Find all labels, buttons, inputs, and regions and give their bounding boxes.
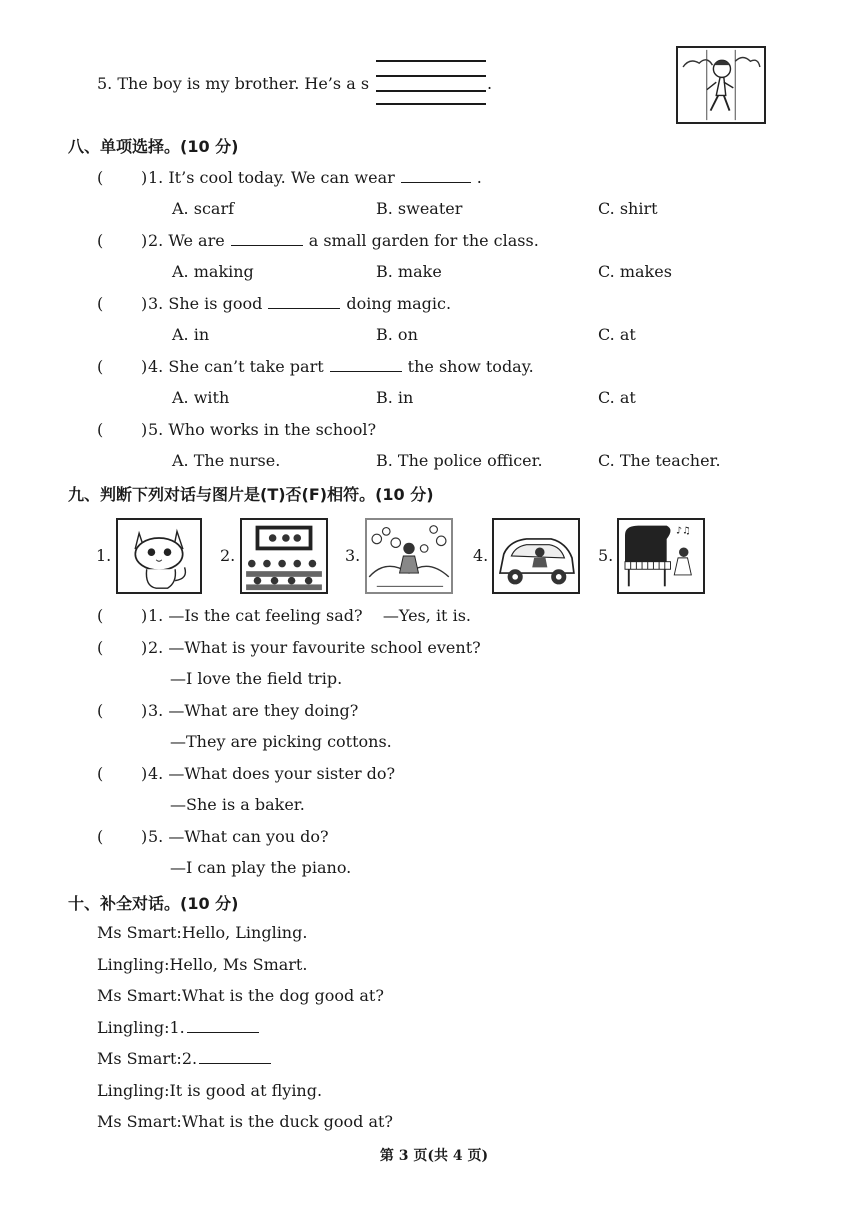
- question-4: [148, 357, 534, 377]
- writing-line-1: [376, 60, 486, 62]
- question-5: [148, 420, 376, 440]
- answer-paren-close: ): [141, 168, 148, 187]
- option-a[interactable]: A. The nurse.: [172, 451, 281, 470]
- question-stem-end: a small garden for the class.: [308, 231, 539, 250]
- answer-paren-open: (: [97, 168, 104, 187]
- picture-label-3: 3.: [345, 546, 361, 565]
- question-stem-end: doing magic.: [346, 294, 452, 313]
- dialogue-line-7: [97, 1112, 393, 1132]
- answer-paren-close: ): [141, 420, 148, 439]
- question-2: [148, 231, 539, 251]
- period: .: [487, 74, 493, 93]
- dialogue-reply: —I love the field trip.: [170, 669, 343, 688]
- question-stem-end: the show today.: [407, 357, 534, 376]
- piano-icon: [619, 520, 703, 592]
- dialogue-line: 5. —What can you do?: [148, 827, 329, 846]
- answer-paren-open: (: [97, 420, 104, 439]
- picture-1: [116, 518, 202, 594]
- writing-line-2: [376, 75, 486, 77]
- option-b[interactable]: B. The police officer.: [376, 451, 543, 470]
- dialogue-line-6: [97, 1081, 322, 1101]
- section-8-heading: 八、单项选择。(10 分): [68, 137, 239, 156]
- option-b[interactable]: B. sweater: [376, 199, 463, 218]
- dialogue-text: Ms Smart:2.: [97, 1049, 198, 1068]
- option-c[interactable]: C. at: [598, 325, 636, 344]
- writing-line-4: [376, 103, 486, 105]
- option-a[interactable]: A. scarf: [172, 199, 235, 218]
- option-c[interactable]: C. at: [598, 388, 636, 407]
- answer-paren-close: ): [141, 294, 148, 313]
- option-b[interactable]: B. make: [376, 262, 442, 281]
- question-7-5: [97, 74, 369, 94]
- option-a[interactable]: A. in: [172, 325, 210, 344]
- answer-paren-open: (: [97, 764, 104, 783]
- answer-paren-open: (: [97, 231, 104, 250]
- option-a[interactable]: A. making: [172, 262, 254, 281]
- question-1: [148, 168, 482, 188]
- question-text: 5. The boy is my brother. He’s a s: [97, 74, 370, 93]
- answer-paren-open: (: [97, 827, 104, 846]
- dialogue-reply: —They are picking cottons.: [170, 732, 392, 751]
- option-b[interactable]: B. on: [376, 325, 418, 344]
- question-stem-end: .: [476, 168, 482, 187]
- dialogue-text: Ms Smart:Hello, Lingling.: [97, 923, 308, 942]
- option-a[interactable]: A. with: [172, 388, 230, 407]
- answer-paren-open: (: [97, 701, 104, 720]
- dialogue-line: 4. —What does your sister do?: [148, 764, 396, 783]
- dialogue-line: 2. —What is your favourite school event?: [148, 638, 481, 657]
- question-stem: 4. She can’t take part: [148, 357, 324, 376]
- dialogue-text: Lingling:Hello, Ms Smart.: [97, 954, 308, 974]
- answer-paren-close: ): [141, 231, 148, 250]
- picking-cotton-icon: [367, 520, 451, 592]
- running-boy-icon: [678, 48, 764, 122]
- answer-paren-open: (: [97, 638, 104, 657]
- dialogue-line-5: [97, 1049, 277, 1069]
- dialogue-line: 3. —What are they doing?: [148, 701, 359, 720]
- answer-paren-close: ): [141, 638, 148, 657]
- answer-paren-open: (: [97, 294, 104, 313]
- answer-blank[interactable]: [187, 1018, 259, 1033]
- answer-blank[interactable]: [330, 357, 402, 372]
- picture-5: [617, 518, 705, 594]
- answer-blank[interactable]: [401, 168, 471, 183]
- picture-label-4: 4.: [473, 546, 489, 565]
- section-10-heading: 十、补全对话。(10 分): [68, 894, 239, 913]
- dialogue-reply: —She is a baker.: [170, 795, 305, 814]
- question-stem: 3. She is good: [148, 294, 263, 313]
- dialogue-reply: —I can play the piano.: [170, 858, 352, 877]
- question-stem: 5. Who works in the school?: [148, 420, 377, 439]
- answer-paren-open: (: [97, 357, 104, 376]
- answer-paren-close: ): [141, 606, 148, 625]
- dialogue-line-2: [97, 955, 307, 975]
- option-c[interactable]: C. makes: [598, 262, 672, 281]
- car-icon: [494, 520, 578, 592]
- answer-blank[interactable]: [231, 231, 303, 246]
- running-boy-picture: [676, 46, 766, 124]
- dialogue-text: Lingling:1.: [97, 1017, 185, 1037]
- dialogue-line-3: [97, 986, 384, 1006]
- page-footer: 第 3 页(共 4 页): [379, 1148, 489, 1164]
- question-stem: 1. It’s cool today. We can wear: [148, 168, 395, 187]
- answer-paren-close: ): [141, 764, 148, 783]
- classroom-icon: [242, 520, 326, 592]
- answer-paren-open: (: [97, 606, 104, 625]
- picture-4: [492, 518, 580, 594]
- answer-blank[interactable]: [199, 1049, 271, 1064]
- answer-paren-close: ): [141, 701, 148, 720]
- question-stem: 2. We are: [148, 231, 225, 250]
- picture-label-5: 5.: [598, 546, 614, 565]
- option-c[interactable]: C. The teacher.: [598, 451, 721, 470]
- answer-paren-close: ): [141, 357, 148, 376]
- dialogue-text: Lingling:It is good at flying.: [97, 1080, 323, 1100]
- option-b[interactable]: B. in: [376, 388, 414, 407]
- picture-label-2: 2.: [220, 546, 236, 565]
- option-c[interactable]: C. shirt: [598, 199, 658, 218]
- cat-icon: [118, 520, 200, 592]
- dialogue-text: Ms Smart:What is the duck good at?: [97, 1112, 393, 1131]
- dialogue-line: 1. —Is the cat feeling sad? —Yes, it is.: [148, 606, 471, 625]
- section-9-heading: 九、判断下列对话与图片是(T)否(F)相符。(10 分): [68, 485, 434, 504]
- dialogue-line-1: [97, 923, 307, 943]
- dialogue-text: Ms Smart:What is the dog good at?: [97, 986, 384, 1005]
- question-3: [148, 294, 451, 314]
- writing-line-3: [376, 90, 486, 92]
- answer-paren-close: ): [141, 827, 148, 846]
- picture-label-1: 1.: [96, 546, 112, 565]
- picture-3: [365, 518, 453, 594]
- dialogue-line-4: [97, 1018, 265, 1038]
- answer-blank[interactable]: [268, 294, 340, 309]
- svg-text:♪♫: ♪♫: [676, 525, 691, 537]
- picture-2: [240, 518, 328, 594]
